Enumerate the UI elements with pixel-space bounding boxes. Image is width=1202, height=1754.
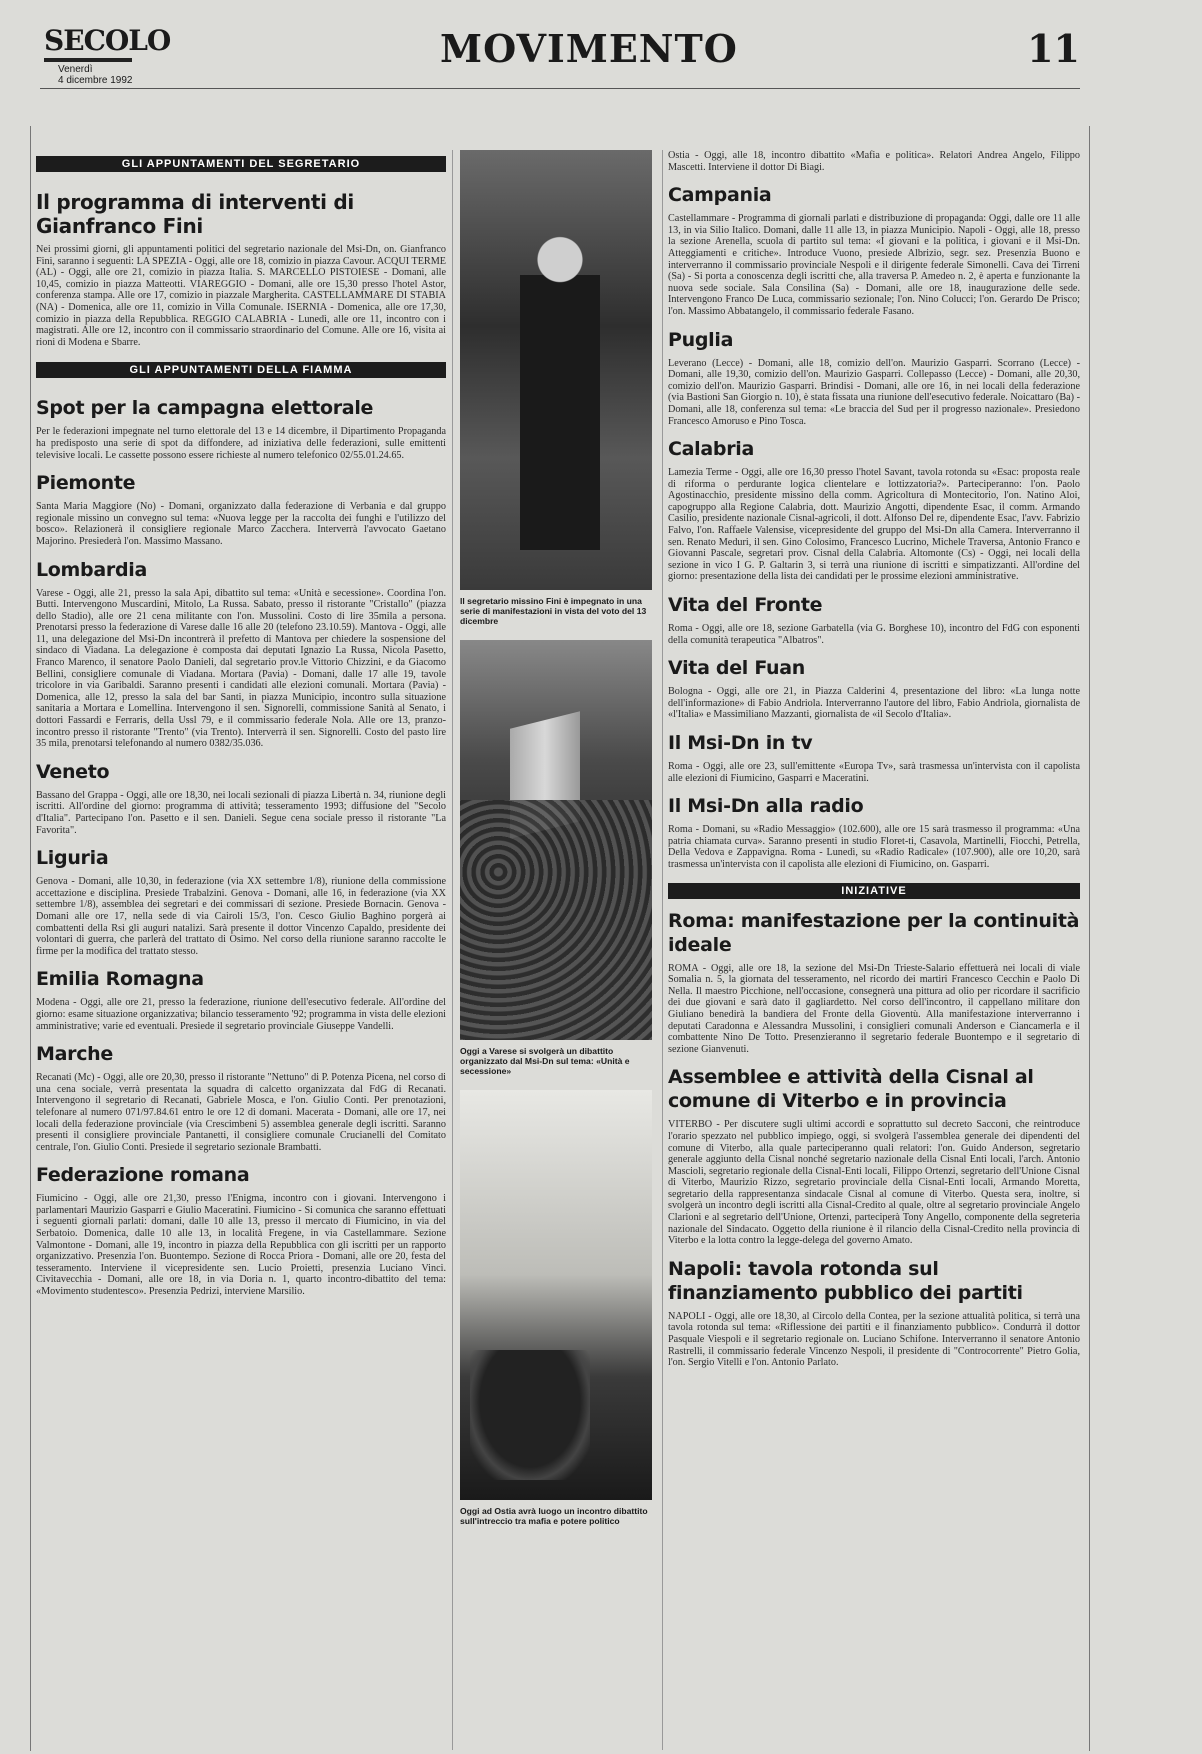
headline-calabria: Calabria xyxy=(668,438,755,461)
article-liguria: Genova - Domani, alle 10,30, in federazione (via XX settembre 1/8), riunione della commissione accettazione e disciplina. Presiede Trabalzini. Genova - Domani, alle 16, in federazione (via XX settembre 1/8), assemblea dei segretari e dei commissari di sezione. Presiede Bornacin. Genova - Domani alle ore 17, nella sede di via Cairoli 15/3, l'on. Cesco Giulio Baghino porgerà ai combattenti della Rsi gli auguri natalizi. Sarà presente il dottor Vincenzo Capaldo, presidente dei volontari di guerra, che parlerà del trattato di Osimo. Nel corso della riunione saranno raccolte le firme per la modifica del trattato stesso. xyxy=(36,876,446,957)
headline-vita-del-fuan: Vita del Fuan xyxy=(668,657,806,680)
kicker-fiamma: GLI APPUNTAMENTI DELLA FIAMMA xyxy=(36,362,446,378)
headline-programma: Il programma di interventi di Gianfranco Fini xyxy=(36,190,354,238)
headline-lombardia: Lombardia xyxy=(36,558,147,581)
column-divider xyxy=(452,150,453,1750)
article-marche: Recanati (Mc) - Oggi, alle ore 20,30, presso il ristorante "Nettuno" di P. Potenza Picena, nel corso di una cena sociale, verrà presentata la squadra di calcetto organizzata dal FdG di Recanati. Intervengono il segretario di Recanati, Gabriele Mosca, e l'on. Giulio Conti. Per prenotazioni, telefonare al numero 071/97.84.61 entro le ore 12 di domani. Macerata - Domani, alle ore 17, nei locali della federazione provinciale (via Crescimbeni 5) assemblea generale degli iscritti. Saranno presenti il consigliere provinciale Pantanetti, il consigliere comunale Crucianelli del Comitato centrale, l'on. Giulio Conti. Presiede il segretario sezionale Brambatti. xyxy=(36,1072,446,1153)
masthead xyxy=(40,22,1080,86)
issue-day: Venerdì xyxy=(58,64,93,75)
article-calabria: Lamezia Terme - Oggi, alle ore 16,30 presso l'hotel Savant, tavola rotonda su «Esac: proposta reale di riforma o perdurante logica clientelare e lottizzatoria?». Parteciperanno: l'on. Paolo Agostinacchio, presidente missino della comm. Agricoltura di Montecitorio, l'on. Natino Aloi, capogruppo alla Regione Calabria, dott. Maurizio Angotti, dipendente Esac, il comm. Armando Casilio, presidente nazionale Cisnal-agricoli, il dott. Alfonso Del re, dipendente Esac, l'avv. Fabrizio Falvo, l'on. Raffaele Valensise, vicepresidente del gruppo del Msi-Dn alla Camera. Interverranno il sen. Renato Meduri, il sen. Gino Colosimo, Francesco Lucrino, Michele Traversa, Antonio Franco e Giovanni Pascale, segretari prov. Cisnal della Calabria. Altomonte (Cs) - Oggi, nei locali della sezione in vico I G. P. Galtarin 3, si terrà una riunione di iscritti e simpatizzanti. All'ordine del giorno: presentazione della lista dei candidati per le prossime elezioni amministrative. xyxy=(668,467,1080,583)
right-column xyxy=(668,150,1080,1750)
masthead-rule xyxy=(40,88,1080,89)
photo-crowd xyxy=(460,640,652,1040)
headline-vita-del-fronte: Vita del Fronte xyxy=(668,594,823,617)
article-campania: Castellammare - Programma di giornali parlati e distribuzione di propaganda: Oggi, dalle ore 11 alle 13, in via Silio Italico. Domani, dalle 11 alle 13, in piazza Municipio. Napoli - Oggi, alle 18, presso la sezione Arenella, scuola di partito sul tema: «I giovani e la politica, i giovani e il Msi-Dn. Atteggiamenti e critiche». Introduce Vuono, presiede Albrizio, segr. sez. Presenzia Buono e interverranno il commissario provinciale Nespoli e il dirigente federale Simonelli. Cava dei Tirreni (Sa) - Si porta a conoscenza degli iscritti che, alla traversa P. Amedeo n. 2, è aperta e funzionante la nuova sede sociale. Sala Consilina (Sa) - Domani, alle ore 18, inaugurazione delle sede. Intervengono Franco De Luca, commissario sezionale; l'on. Nino Colucci; l'on. Gerardo De Prisco; l'on. Massimo Abbatangelo, il commissario federale Fasano. xyxy=(668,213,1080,317)
headline-federazione-romana: Federazione romana xyxy=(36,1164,250,1187)
left-column xyxy=(36,150,446,1750)
article-ostia: Ostia - Oggi, alle 18, incontro dibattito «Mafia e politica». Relatori Andrea Angelo, Filippo Mascetti. Interviene il dottor Di Biagi. xyxy=(668,150,1080,173)
article-veneto: Bassano del Grappa - Oggi, alle ore 18,30, nei locali sezionali di piazza Libertà n. 34, riunione degli iscritti. All'ordine del giorno: programma di attività; tesseramento 1993; diffusione del "Secolo d'Italia". Partecipano l'on. Pasetto e il sen. Danieli. Segue cena sociale presso il ristorante "La Favorita". xyxy=(36,789,446,836)
photo-ostia xyxy=(460,1090,652,1500)
issue-date xyxy=(58,64,133,86)
caption-fini: Il segretario missino Fini è impegnato in una serie di manifestazioni in vista del voto del 13 dicembre xyxy=(460,596,647,626)
column-divider xyxy=(662,150,663,1750)
caption-varese: Oggi a Varese si svolgerà un dibattito organizzato dal Msi-Dn sul tema: «Unità e secessione» xyxy=(460,1046,630,1076)
article-lombardia: Varese - Oggi, alle 21, presso la sala Api, dibattito sul tema: «Unità e secessione». Coordina l'on. Butti. Intervengono Muscardini, Mitolo, La Russa. Sabato, presso il ristorante "Cristallo" (piazza dello Stadio), alle ore 21 cena militante con l'on. Mussolini. Costo di lire 35mila a persona. Prenotarsi presso la federazione di Varese dalle 16 alle 20 (telefono 23.10.59). Mantova - Oggi, alle 11, una delegazione del Msi-Dn incontrerà il prefetto di Mantova per chiedere la sospensione del sindaco di Viadana. La delegazione è composta dai deputati Ignazio La Russa, Nicola Pasetto, Franco Marenco, il senatore Paolo Danieli, dal segretario prov.le Vittorio Chizzini, e da Giacomo Bellini, consigliere comunale di Viadana. Mortara (Pavia) - Domani, dalle 17 alle 19, tavole tricolore in via Garibaldi. Saranno presenti i candidati alle elezioni comunali. Mortara (Pavia) - Domenica, alle 12, presso la sala del bar Santi, in piazza Municipio, incontro sulla situazione sanitaria a Mortara e Lomellina. Intervengono il sen. Signorelli, commissione Sanità al Senato, i dottori Fassardi e Ferraris, della Ussl 79, e il commissario federale Nola. Alle ore 13, pranzo-incontro presso il ristorante "Trento" (via Trento). Interverrà il sen. Signorelli. Costo del pasto lire 35 mila, prenotarsi telefonando al numero 0382/35.036. xyxy=(36,587,446,750)
headline-emilia-romagna: Emilia Romagna xyxy=(36,968,204,991)
headline-napoli: Napoli: tavola rotonda sul finanziamento pubblico dei partiti xyxy=(668,1257,1023,1304)
headline-msi-radio: Il Msi-Dn alla radio xyxy=(668,795,864,818)
headline-spot: Spot per la campagna elettorale xyxy=(36,397,374,420)
logo-underline xyxy=(44,58,132,62)
headline-assemblee: Assemblee e attività della Cisnal al comune di Viterbo e in provincia xyxy=(668,1066,1034,1113)
article-federazione-romana: Fiumicino - Oggi, alle ore 21,30, presso l'Enigma, incontro con i giovani. Intervengono i parlamentari Maurizio Gasparri e Giulio Maceratini. Fiumicino - Si comunica che saranno effettuati i seguenti giornali parlati: domani, dalle 10 alle 13, presso il mercato di Fiumicino, in via del Serbatoio. Domenica, dalle 10 alle 13, in località Fregene, in via Castellammare. Sezione Valmontone - Domani, alle 19, incontro in piazza della Repubblica con gli iscritti per un rapporto organizzativo. Presenzia l'on. Buontempo. Sezione di Rocca Priora - Domani, alle ore 20, festa del tesseramento. Interviene il vicepresidente sen. Lucio Proietti, presenzia Luciano Vinci. Civitavecchia - Domani, alle ore 18, in via Doria n. 1, quarto incontro-dibattito del tema: «Movimento studentesco». Presenzia Pedrizi, interviene Marsilio. xyxy=(36,1193,446,1298)
kicker-iniziative: INIZIATIVE xyxy=(668,883,1080,899)
photo-crowd-people xyxy=(460,800,652,1040)
article-vita-del-fronte: Roma - Oggi, alle ore 18, sezione Garbatella (via G. Borghese 10), incontro del FdG con esponenti della comunità terapeutica "Albatros". xyxy=(668,623,1080,646)
article-puglia: Leverano (Lecce) - Domani, alle 18, comizio dell'on. Maurizio Gasparri. Scorrano (Lecce) - Domani, alle 19,30, comizio dell'on. Maurizio Gasparri. Collepasso (Lecce) - Domani, alle 20,30, comizio dell'on. Maurizio Gasparri. Brindisi - Domani, alle ore 16, in nei locali della federazione (via Bastioni San Giorgio n. 10), è stata fissata una riunione dell'esecutivo federale. Noicattaro (Ba) - Domani, alle 18, conferenza sul tema: «Le braccia del Sud per il progresso nazionale». Presiedono Francesco Amoruso e Pino Tosca. xyxy=(668,357,1080,427)
newspaper-logo: SECOLO xyxy=(44,24,171,57)
article-piemonte: Santa Maria Maggiore (No) - Domani, organizzato dalla federazione di Verbania e dal gruppo regionale missino un convegno sul tema: «Nuova legge per la raccolta dei funghi e l'utilizzo del bosco». Relazionerà il consigliere regionale Marco Zacchera. Interverrà l'avvocato Gaetano Majorino. Presiederà l'on. Massimo Massano. xyxy=(36,501,446,547)
issue-full-date: 4 dicembre 1992 xyxy=(58,75,133,86)
page-number: 11 xyxy=(1027,26,1080,71)
headline-msi-tv: Il Msi-Dn in tv xyxy=(668,732,813,754)
article-msi-radio: Roma - Domani, su «Radio Messaggio» (102.600), alle ore 15 sarà trasmesso il programma: «Una patria chiamata curva». Saranno presenti in studio Floret-ti, Casavola, Martinelli, Fiocchi, Petrella, Della Vedova e Zappavigna. Roma - Lunedì, su «Radio Radicale» (107.900), alle ore 10,20, sarà trasmessa un'intervista con il capolista alle elezioni di Fiumicino, on. Gasparri. xyxy=(668,824,1080,870)
photo-column xyxy=(458,150,658,1750)
headline-puglia: Puglia xyxy=(668,328,734,351)
headline-marche: Marche xyxy=(36,1043,113,1066)
article-vita-del-fuan: Bologna - Oggi, alle ore 21, in Piazza Calderini 4, presentazione del libro: «La lunga notte dell'informazione» di Fabio Andriola. Interverranno l'autore del libro, Fabio Andriola, giornalista de «l'Italia» e Massimiliano Mazzanti, giornalista de «il Secolo d'Italia». xyxy=(668,686,1080,721)
photo-figure xyxy=(520,220,600,550)
article-emilia-romagna: Modena - Oggi, alle ore 21, presso la federazione, riunione dell'esecutivo federale. All'ordine del giorno: esame situazione organizzativa; bilancio tesseramento '92; programma in vista delle elezioni amministrative; varie ed eventuali. Presiede il segretario provinciale Giuseppe Vandelli. xyxy=(36,997,446,1032)
article-msi-tv: Roma - Oggi, alle ore 23, sull'emittente «Europa Tv», sarà trasmessa un'intervista con il capolista alle elezioni di Fiumicino, Gasparri e Maceratini. xyxy=(668,761,1080,784)
headline-piemonte: Piemonte xyxy=(36,472,136,495)
headline-veneto: Veneto xyxy=(36,760,110,783)
caption-ostia: Oggi ad Ostia avrà luogo un incontro dibattito sull'intreccio tra mafia e potere politico xyxy=(460,1506,648,1526)
headline-roma: Roma: manifestazione per la continuità ideale xyxy=(668,909,1080,956)
section-title: MOVIMENTO xyxy=(440,26,738,71)
headline-campania: Campania xyxy=(668,184,772,207)
article-assemblee: VITERBO - Per discutere sugli ultimi accordi e soprattutto sul decreto Sacconi, che reintroduce l'orario spezzato nel pubblico impiego, oggi, si svolgerà l'assemblea generale dei dipendenti del comune di Viterbo, alla quale parteciperanno quali relatori: l'on. Guido Anderson, segretario generale aggiunto della Cisnal nonché segretario nazionale della Cisnal Enti locali, l'arch. Antonio Mascioli, segretario regionale della Cisnal-Enti locali, Filippo Ortenzi, segretario dell'Unione Cisnal di Viterbo, Maurizio Rizzo, segretario provinciale della Cisnal-Enti locali, Armando Moretta, segretario della rappresentanza sindacale Cisnal al comune di Viterbo. Questa sera, inoltre, si svolgerà un incontro degli iscritti alla Cisnal-Credito al quale, oltre al segretario provinciale Angelo Clarioni e al segretario dell'Unione, Ortenzi, parteciperà Tony Angello, componente della segreteria nazionale del Sindacato. Oggetto della riunione è il rilancio della Cisnal-Credito nella provincia di Viterbo e la lotta contro la legge-delega del governo Amato. xyxy=(668,1119,1080,1247)
photo-subject xyxy=(470,1350,590,1480)
photo-fini xyxy=(460,150,652,590)
kicker-segretario: GLI APPUNTAMENTI DEL SEGRETARIO xyxy=(36,156,446,172)
article-programma: Nei prossimi giorni, gli appuntamenti politici del segretario nazionale del Msi-Dn, on. Gianfranco Fini, saranno i seguenti: LA SPEZIA - Oggi, alle ore 18, comizio in piazza Cavour. ACQUI TERME (AL) - Oggi, alle ore 21, comizio in piazza Italia. S. MARCELLO PISTOIESE - Domani, alle 10,45, comizio in piazza Matteotti. VIAREGGIO - Domani, alle ore 15,30 presso l'hotel Astor, conferenza stampa. Alle ore 17, comizio in piazzale Margherita. CASTELLAMMARE DI STABIA (NA) - Domenica, alle ore 11, comizio in Villa Comunale. ISERNIA - Domenica, alle ore 17,30, comizio in piazza della Repubblica. REGGIO CALABRIA - Lunedì, alle ore 11, incontro con i magistrati. Alle ore 12, incontro con il commissario straordinario del Comune. Alle ore 16, visita ai rioni di Modena e Sbarre. xyxy=(36,244,446,348)
article-spot: Per le federazioni impegnate nel turno elettorale del 13 e 14 dicembre, il Dipartimento Propaganda ha predisposto una serie di spot da diffondere, ad iniziativa delle federazioni, sulle emittenti televisive locali. Le cassette possono essere richieste al numero telefonico 02/55.01.24.65. xyxy=(36,426,446,461)
article-napoli: NAPOLI - Oggi, alle ore 18,30, al Circolo della Contea, per la sezione attualità politica, si terrà una tavola rotonda sul tema: «Riflessione dei partiti e il finanziamento pubblico». Condurrà il dottor Pasquale Viespoli e il segretario regionale on. Luciano Schifone. Interverranno il senatore Antonio Rastrelli, il commissario federale Vincenzo Nespoli, il presidente di "Controcorrente" Pietro Golia, l'on. Sergio Vitelli e l'on. Antonio Parlato. xyxy=(668,1310,1080,1369)
article-roma: ROMA - Oggi, alle ore 18, la sezione del Msi-Dn Trieste-Salario effettuerà nei locali di viale Somalia n. 5, la giornata del tesseramento, nel ricordo dei martiri Francesco Cecchin e Paolo Di Nella. Il maestro Picchione, nell'occasione, consegnerà una pittura ad olio per ricordare il sacrificio dei due giovani e sarà dato il gagliardetto. Nel corso dell'incontro, il cappellano militare don Giuliano benedirà la bandiera del Fronte della Gioventù. Alla manifestazione interverranno i deputati Caradonna e Alessandra Mussolini, i consiglieri comunali Anderson e Ciancamerla e il combattente Nino De Totto. Presenzieranno il segretario federale Buontempo e il segretario di sezione Gianvenuti. xyxy=(668,962,1080,1055)
headline-liguria: Liguria xyxy=(36,847,109,870)
